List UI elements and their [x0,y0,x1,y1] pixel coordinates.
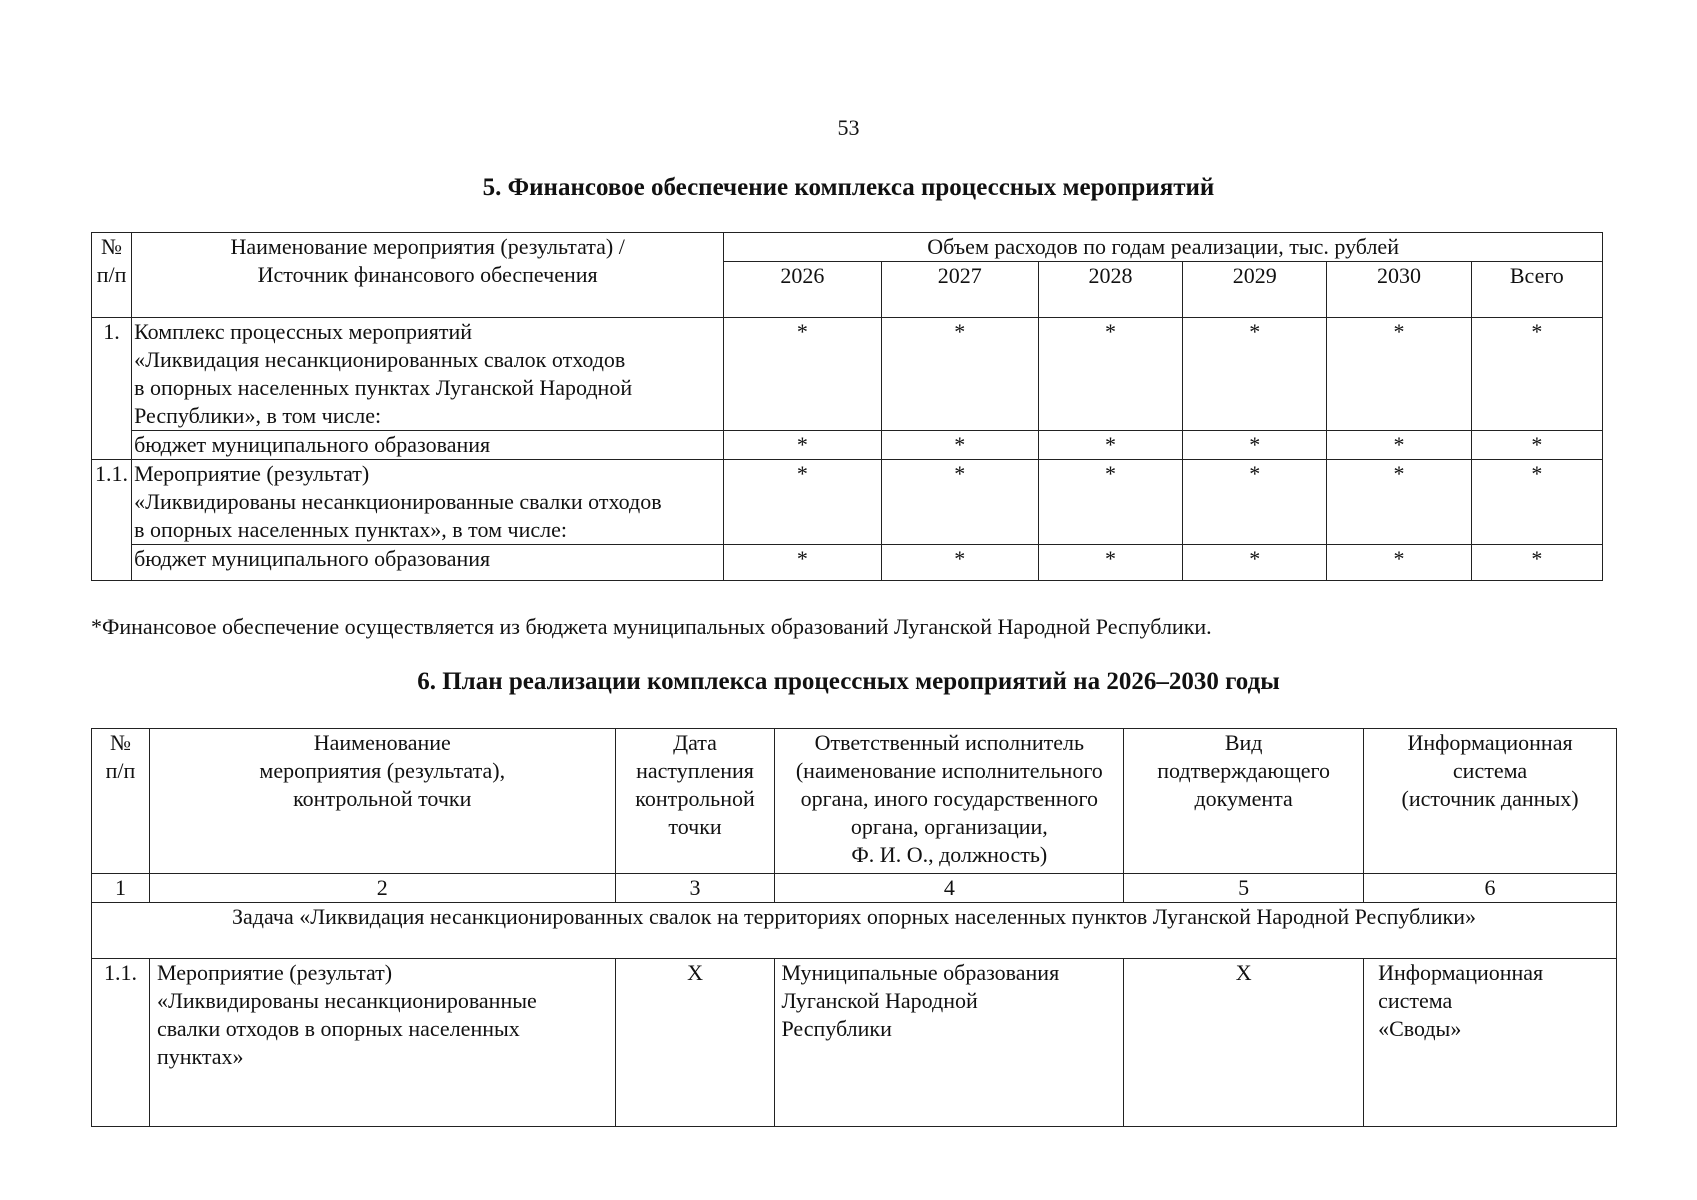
row-name: бюджет муниципального образования [132,431,724,460]
value-cell: * [724,431,881,460]
column-number: 1 [92,874,150,903]
value-cell: * [881,460,1038,545]
value-cell: * [1183,545,1327,581]
value-cell: * [1038,431,1182,460]
section-6-title: 6. План реализации комплекса процессных мероприятий на 2026–2030 годы [417,668,1280,695]
implementation-plan-table [91,728,1617,1127]
value-cell: * [724,318,881,431]
row-name: Комплекс процессных мероприятий «Ликвидация несанкционированных свалок отходов в опорных населенных пунктах Луганской Народной Республики», в том числе: [132,318,724,431]
value-cell: * [1183,431,1327,460]
row-responsible: Муниципальные образования Луганской Народной Республики [775,959,1124,1127]
header-num: № п/п [92,729,150,874]
row-num: 1.1. [92,460,132,581]
column-number: 5 [1124,874,1364,903]
value-cell: * [881,318,1038,431]
value-cell: * [1038,460,1182,545]
column-number: 4 [775,874,1124,903]
header-responsible: Ответственный исполнитель (наименование исполнительного органа, иного государственного органа, организации, Ф. И. О., должность) [775,729,1124,874]
row-system: Информационная система «Своды» [1364,959,1617,1127]
value-cell: * [1327,318,1471,431]
row-name: Мероприятие (результат) «Ликвидированы несанкционированные свалки отходов в опорных населенных пунктах», в том числе: [132,460,724,545]
value-cell: * [1327,460,1471,545]
row-name: бюджет муниципального образования [132,545,724,581]
column-number: 2 [149,874,615,903]
row-name: Мероприятие (результат) «Ликвидированы несанкционированные свалки отходов в опорных населенных пунктах» [149,959,615,1127]
footnote: *Финансовое обеспечение осуществляется из бюджета муниципальных образований Луганской Народной Республики. [91,614,1212,639]
value-cell: * [724,545,881,581]
value-cell: * [1183,460,1327,545]
page-number: 53 [837,115,860,140]
section-5-title: 5. Финансовое обеспечение комплекса процессных мероприятий [482,174,1215,201]
task-row: Задача «Ликвидация несанкционированных свалок на территориях опорных населенных пунктов Луганской Народной Республики» [92,903,1617,959]
value-cell: * [1327,431,1471,460]
header-year: 2028 [1038,262,1182,318]
table-row [92,545,1603,581]
row-num: 1. [92,318,132,460]
value-cell: * [724,460,881,545]
value-cell: * [1183,318,1327,431]
value-cell: * [1038,545,1182,581]
table-row [92,460,1603,545]
header-year: 2030 [1327,262,1471,318]
value-cell: * [1038,318,1182,431]
row-document: X [1124,959,1364,1127]
value-cell: * [1327,545,1471,581]
table-row [92,959,1617,1127]
column-number: 3 [615,874,775,903]
row-num: 1.1. [92,959,150,1127]
header-document: Вид подтверждающего документа [1124,729,1364,874]
financing-table [91,232,1603,581]
column-number: 6 [1364,874,1617,903]
header-year: 2026 [724,262,881,318]
value-cell: * [1471,545,1602,581]
header-date: Дата наступления контрольной точки [615,729,775,874]
value-cell: * [881,431,1038,460]
value-cell: * [1471,431,1602,460]
value-cell: * [881,545,1038,581]
header-year: 2029 [1183,262,1327,318]
value-cell: * [1471,460,1602,545]
table-row [92,431,1603,460]
header-system: Информационная система (источник данных) [1364,729,1617,874]
header-year: 2027 [881,262,1038,318]
header-total: Всего [1471,262,1602,318]
header-name: Наименование мероприятия (результата), контрольной точки [149,729,615,874]
header-name: Наименование мероприятия (результата) / Источник финансового обеспечения [132,233,724,318]
header-volume: Объем расходов по годам реализации, тыс. рублей [724,233,1603,262]
value-cell: * [1471,318,1602,431]
row-date: X [615,959,775,1127]
header-num: № п/п [92,233,132,318]
table-row [92,318,1603,431]
